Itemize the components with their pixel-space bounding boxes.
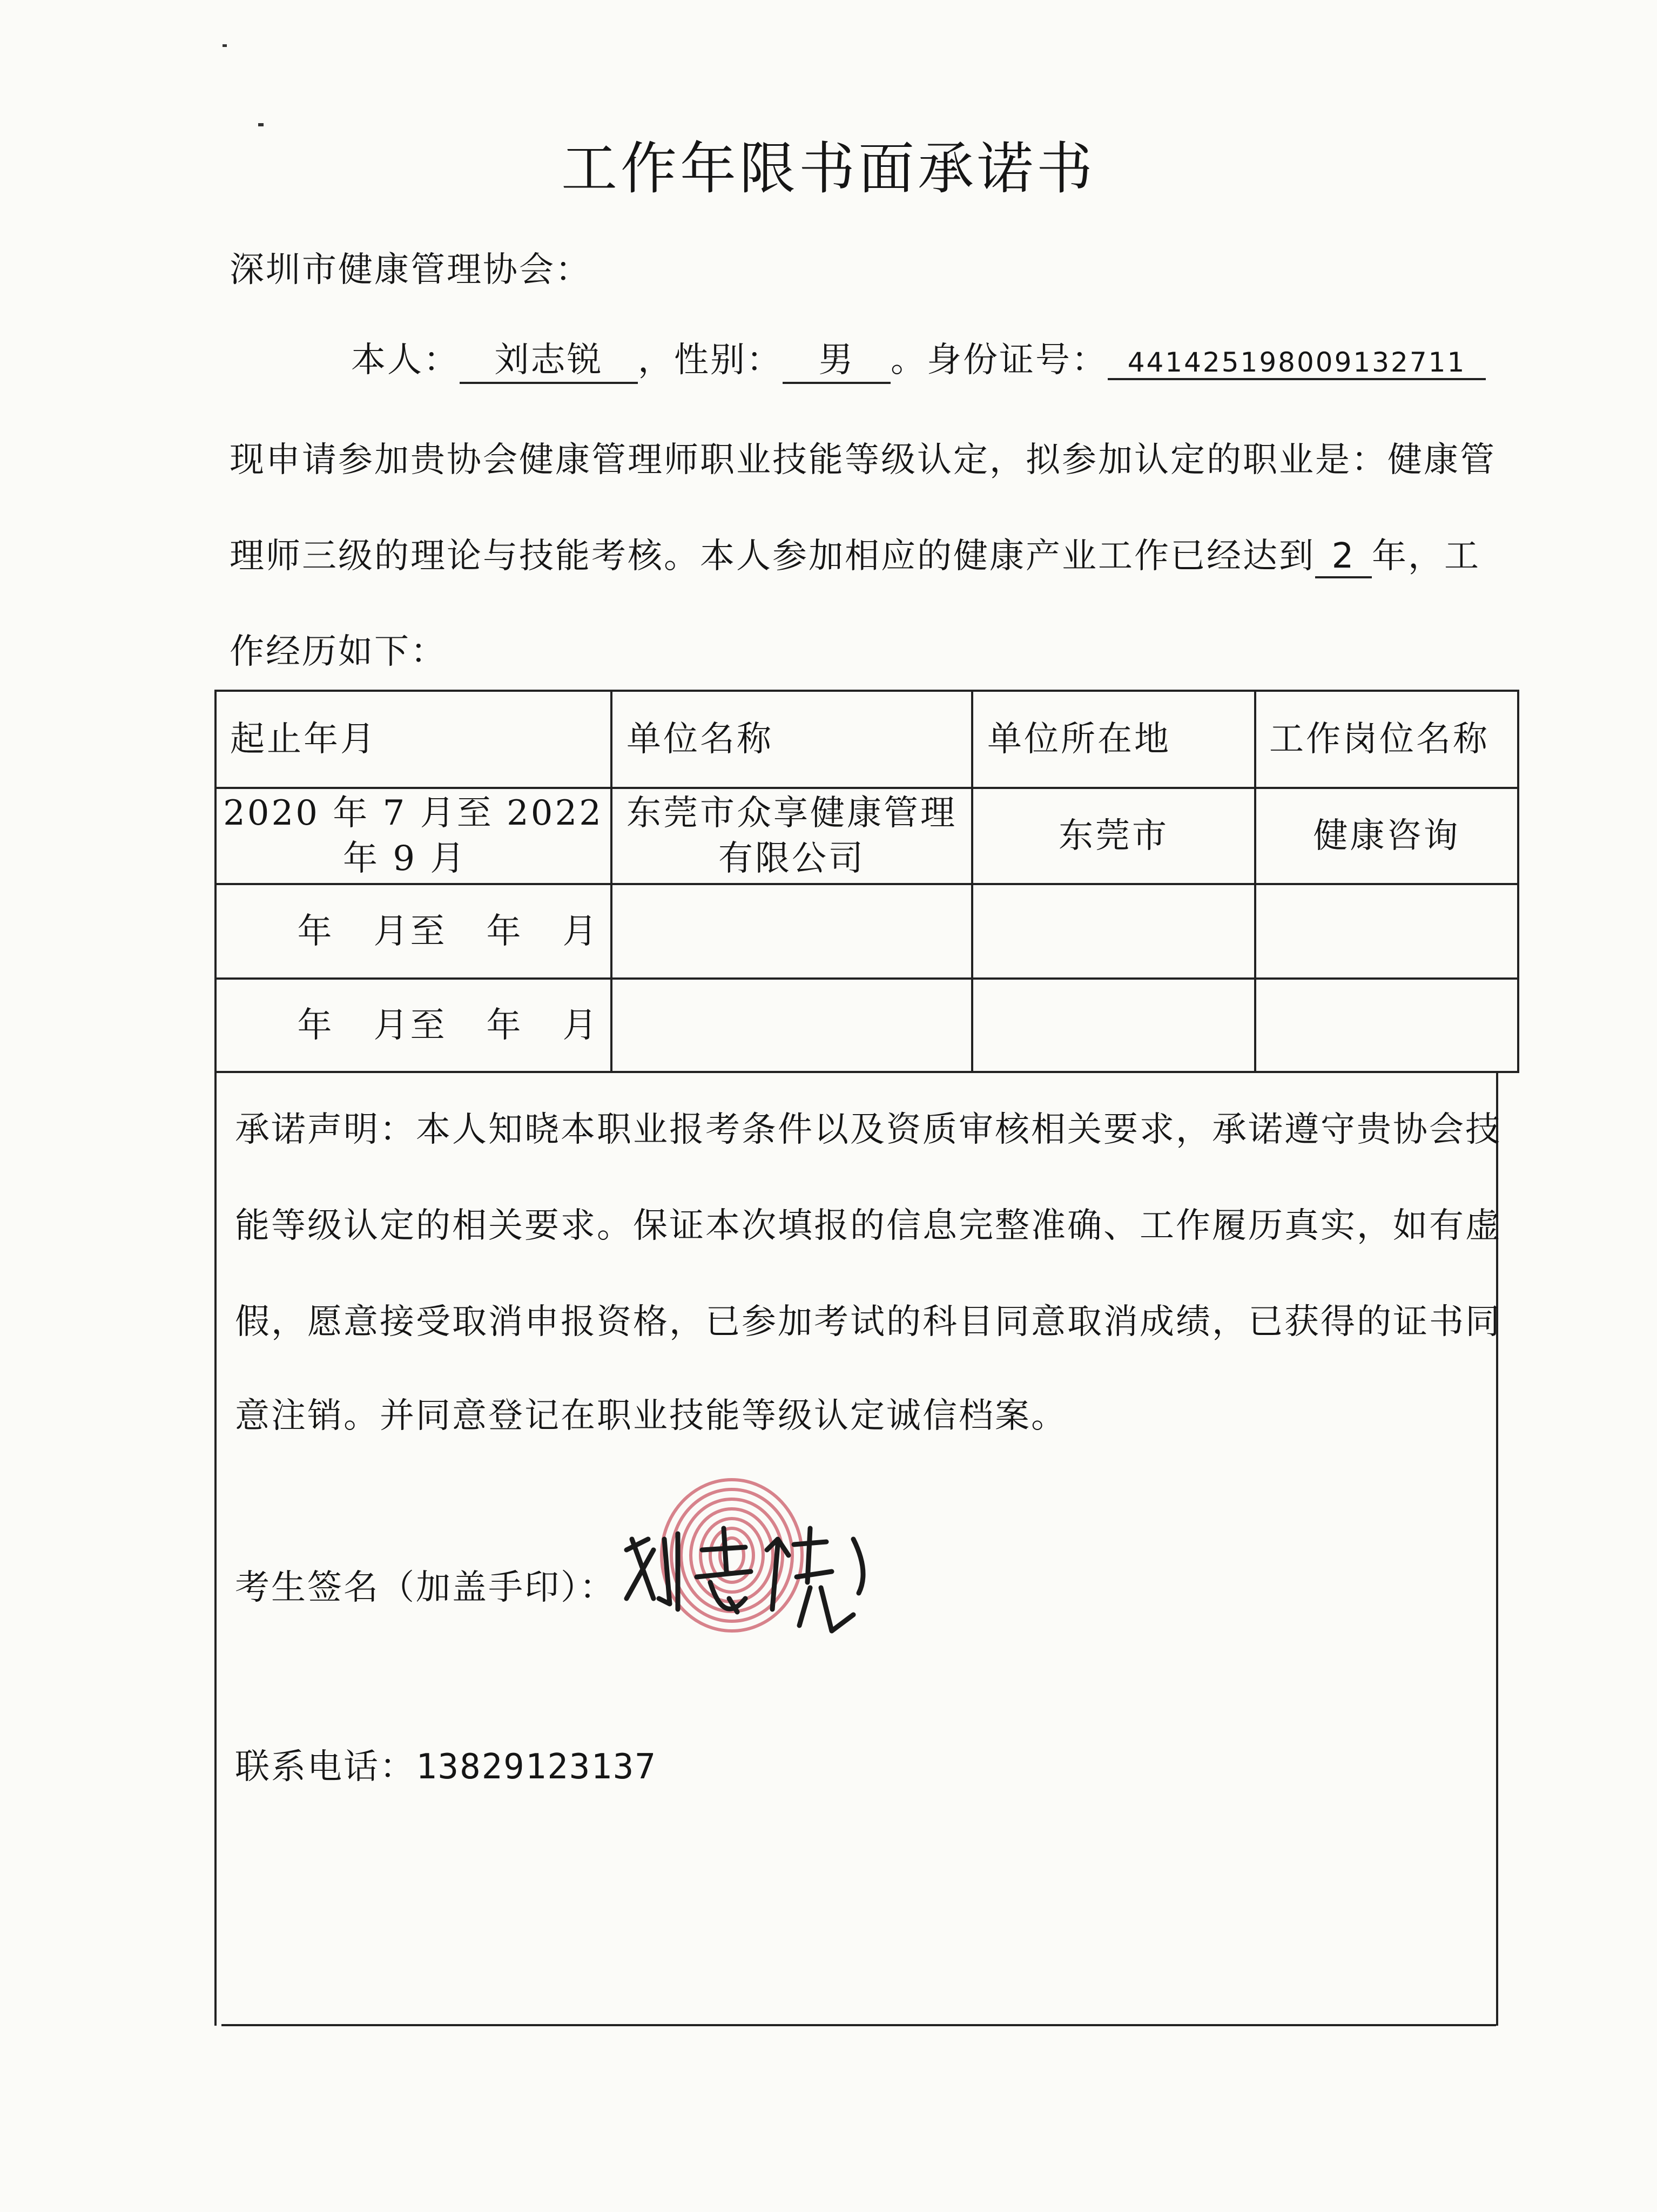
declaration-line: 承诺声明：本人知晓本职业报考条件以及资质审核相关要求，承诺遵守贵协会技 [235, 1110, 1501, 1150]
years-field: 2 [1315, 536, 1372, 578]
years-suffix: 年，工 [1372, 536, 1480, 576]
header-position: 工作岗位名称 [1269, 719, 1490, 759]
table-row-2-period: 年 月至 年 月 [297, 911, 600, 952]
period-line: 2020 年 7 月至 2022 [223, 793, 603, 833]
table-row-1-location: 东莞市 [1059, 816, 1169, 856]
declaration-line: 意注销。并同意登记在职业技能等级认定诚信档案。 [235, 1396, 1067, 1436]
box-bottom [221, 2024, 1496, 2026]
id-label: 。身份证号： [891, 340, 1108, 380]
id-number-field: 441425198009132711 [1108, 347, 1486, 380]
declaration-line: 能等级认定的相关要求。保证本次填报的信息完整准确、工作履历真实，如有虚 [235, 1206, 1501, 1246]
gender-label: ，性别： [638, 340, 783, 380]
table-row-3-period: 年 月至 年 月 [297, 1005, 600, 1046]
company-line: 东莞市众享健康管理 [627, 793, 957, 833]
table-rule [214, 1071, 1519, 1073]
header-period: 起止年月 [230, 719, 377, 759]
header-company: 单位名称 [627, 719, 773, 759]
table-row-1-period [216, 789, 610, 883]
contact-label: 联系电话： [235, 1747, 416, 1787]
contact-phone: 13829123137 [416, 1747, 657, 1787]
table-row-1-company [612, 789, 971, 883]
table-row-2-company [612, 885, 971, 977]
table-row-2-position [1256, 885, 1517, 977]
body-line [230, 528, 1480, 578]
contact-line [235, 1739, 657, 1789]
personal-info-line [351, 332, 1486, 384]
scan-speck [223, 44, 227, 47]
table-row-1-position: 健康咨询 [1313, 816, 1460, 856]
company-line: 有限公司 [718, 839, 865, 879]
gender-field: 男 [783, 332, 891, 384]
table-row-2-location [973, 885, 1254, 977]
body-line-text: 理师三级的理论与技能考核。本人参加相应的健康产业工作已经达到 [230, 536, 1315, 576]
table-row-3-company [612, 980, 971, 1071]
name-label: 本人： [351, 340, 460, 380]
handwritten-signature [616, 1518, 875, 1653]
period-line: 年 9 月 [343, 839, 467, 879]
addressee: 深圳市健康管理协会： [230, 250, 591, 290]
body-line: 作经历如下： [230, 632, 447, 672]
declaration-line: 假，愿意接受取消申报资格，已参加考试的科目同意取消成绩，已获得的证书同 [235, 1302, 1501, 1342]
name-field: 刘志锐 [460, 332, 638, 384]
document-title: 工作年限书面承诺书 [561, 136, 1096, 201]
box-right [1517, 690, 1519, 1071]
signature-label: 考生签名（加盖手印）： [235, 1568, 616, 1608]
table-row-3-location [973, 980, 1254, 1071]
header-location: 单位所在地 [987, 719, 1171, 759]
body-line: 现申请参加贵协会健康管理师职业技能等级认定，拟参加认定的职业是：健康管 [230, 440, 1496, 480]
table-row-3-position [1256, 980, 1517, 1071]
